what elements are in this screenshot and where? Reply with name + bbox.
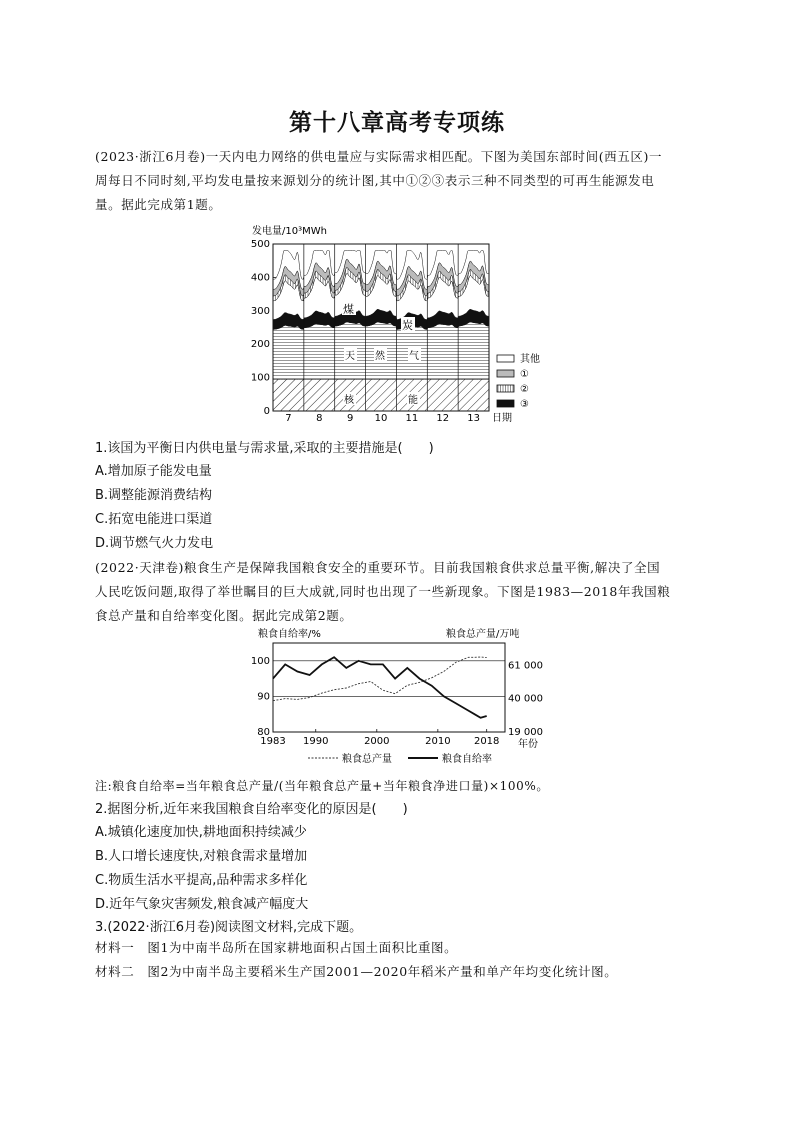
chart2-xtick-label: 1983 [260,736,286,747]
legend-other: 其他 [520,354,540,365]
q2-option-c[interactable]: C.物质生活水平提高,品种需求多样化 [95,873,308,888]
chart1-xtick-label: 7 [285,413,292,424]
chart2-xtick-label: 1990 [303,736,329,747]
chart2-xunit: 年份 [518,739,538,750]
chart1-ytick-label: 200 [250,339,270,351]
food-self-sufficiency-chart [240,626,560,768]
intro2-line3: 食总产量和自给率变化图。据此完成第2题。 [95,608,353,623]
gas-label-1: 天 [345,351,355,362]
legend-swatch-3 [497,400,514,407]
q1-option-b[interactable]: B.调整能源消费结构 [95,488,213,503]
chart2-y2tick-label: 19 000 [508,727,543,738]
legend-production: 粮食总产量 [342,754,392,765]
chart1-xtick-label: 10 [374,413,388,424]
intro1-line3: 量。据此完成第1题。 [95,197,222,212]
legend-swatch-other [497,355,514,362]
chart1-xtick-label: 11 [405,413,419,424]
legend-swatch-1 [497,370,514,377]
chart2-ytick-label: 100 [250,655,270,667]
chart2-ytick-label: 90 [257,691,270,703]
question-3-stem: 3.(2022·浙江6月卷)阅读图文材料,完成下题。 [95,920,363,935]
chart2-y2tick-label: 61 000 [508,660,543,672]
nuclear-label-2: 能 [408,395,418,406]
nuclear-label-1: 核 [344,395,354,406]
legend-3: ③ [520,399,529,410]
chart2-y2tick-label: 40 000 [508,693,543,705]
intro1-line2: 周每日不同时刻,平均发电量按来源划分的统计图,其中①②③表示三种不同类型的可再生能源发电 [95,173,655,188]
chart1-ytick-label: 100 [250,372,270,384]
chart1-xtick-label: 12 [436,413,450,424]
series-self-sufficiency-rate [273,657,487,718]
q1-option-c[interactable]: C.拓宽电能进口渠道 [95,512,213,527]
chart2-xtick-label: 2010 [425,736,451,747]
chart1-ytick-label: 300 [250,305,270,317]
chart1-ytick-label: 0 [263,406,270,417]
chart2-ylabel-right: 粮食总产量/万吨 [446,629,520,640]
chart2-legend [308,752,492,765]
chart1-ytick-label: 400 [250,272,270,284]
chart1-xunit: 日期 [492,413,512,424]
material-1: 材料一 图1为中南半岛所在国家耕地面积占国土面积比重图。 [95,940,458,955]
q2-option-a[interactable]: A.城镇化速度加快,耕地面积持续减少 [95,825,307,840]
chart1-xtick-label: 8 [316,413,323,424]
chart1-ylabel: 发电量/10³MWh [252,226,327,237]
q1-option-a[interactable]: A.增加原子能发电量 [95,464,212,479]
gas-label-2: 然 [375,351,385,362]
chart2-note: 注:粮食自给率=当年粮食总产量/(当年粮食总产量+当年粮食净进口量)×100%。 [95,779,549,793]
material-2: 材料二 图2为中南半岛主要稻米生产国2001—2020年稻米产量和单产年均变化统计图。 [95,964,618,979]
coal-label-2: 炭 [402,319,413,332]
question-2-stem: 2.据图分析,近年来我国粮食自给率变化的原因是( ) [95,802,408,817]
chart2-xtick-label: 2000 [364,736,390,747]
intro1-line1: (2023·浙江6月卷)一天内电力网络的供电量应与实际需求相匹配。下图为美国东部时间(西五区)一 [95,149,663,164]
gas-label-3: 气 [409,351,419,362]
coal-label-1: 煤 [343,303,354,316]
layer-nuclear [273,379,489,411]
legend-swatch-2 [497,385,514,392]
chart2-xtick-label: 2018 [473,736,500,747]
q1-option-d[interactable]: D.调节燃气火力发电 [95,536,214,551]
page-title: 第十八章高考专项练 [289,110,505,136]
intro2-line2: 人民吃饭问题,取得了举世瞩目的巨大成就,同时也出现了一些新现象。下图是1983—2018年我国粮 [95,584,671,599]
chart2-ytick-label: 80 [257,727,270,738]
legend-2: ② [520,384,529,395]
q2-option-d[interactable]: D.近年气象灾害频发,粮食减产幅度大 [95,897,309,912]
intro-paragraph-1 [95,145,705,217]
chart1-xtick-label: 13 [467,413,480,424]
legend-rate: 粮食自给率 [442,754,492,765]
question-1-stem: 1.该国为平衡日内供电量与需求量,采取的主要措施是( ) [95,441,434,456]
q2-option-b[interactable]: B.人口增长速度快,对粮食需求量增加 [95,849,308,864]
generation-stacked-chart [240,222,550,430]
chart2-frame [273,643,505,732]
chart2-ylabel-left: 粮食自给率/% [258,629,321,640]
chart1-ytick-label: 500 [250,239,270,250]
legend-1: ① [520,369,529,380]
chart1-xtick-label: 9 [346,413,354,424]
intro-paragraph-2 [95,556,705,628]
intro2-line1: (2022·天津卷)粮食生产是保障我国粮食安全的重要环节。目前我国粮食供求总量平衡,解决了全国 [95,560,661,575]
chart1-legend [497,352,540,410]
